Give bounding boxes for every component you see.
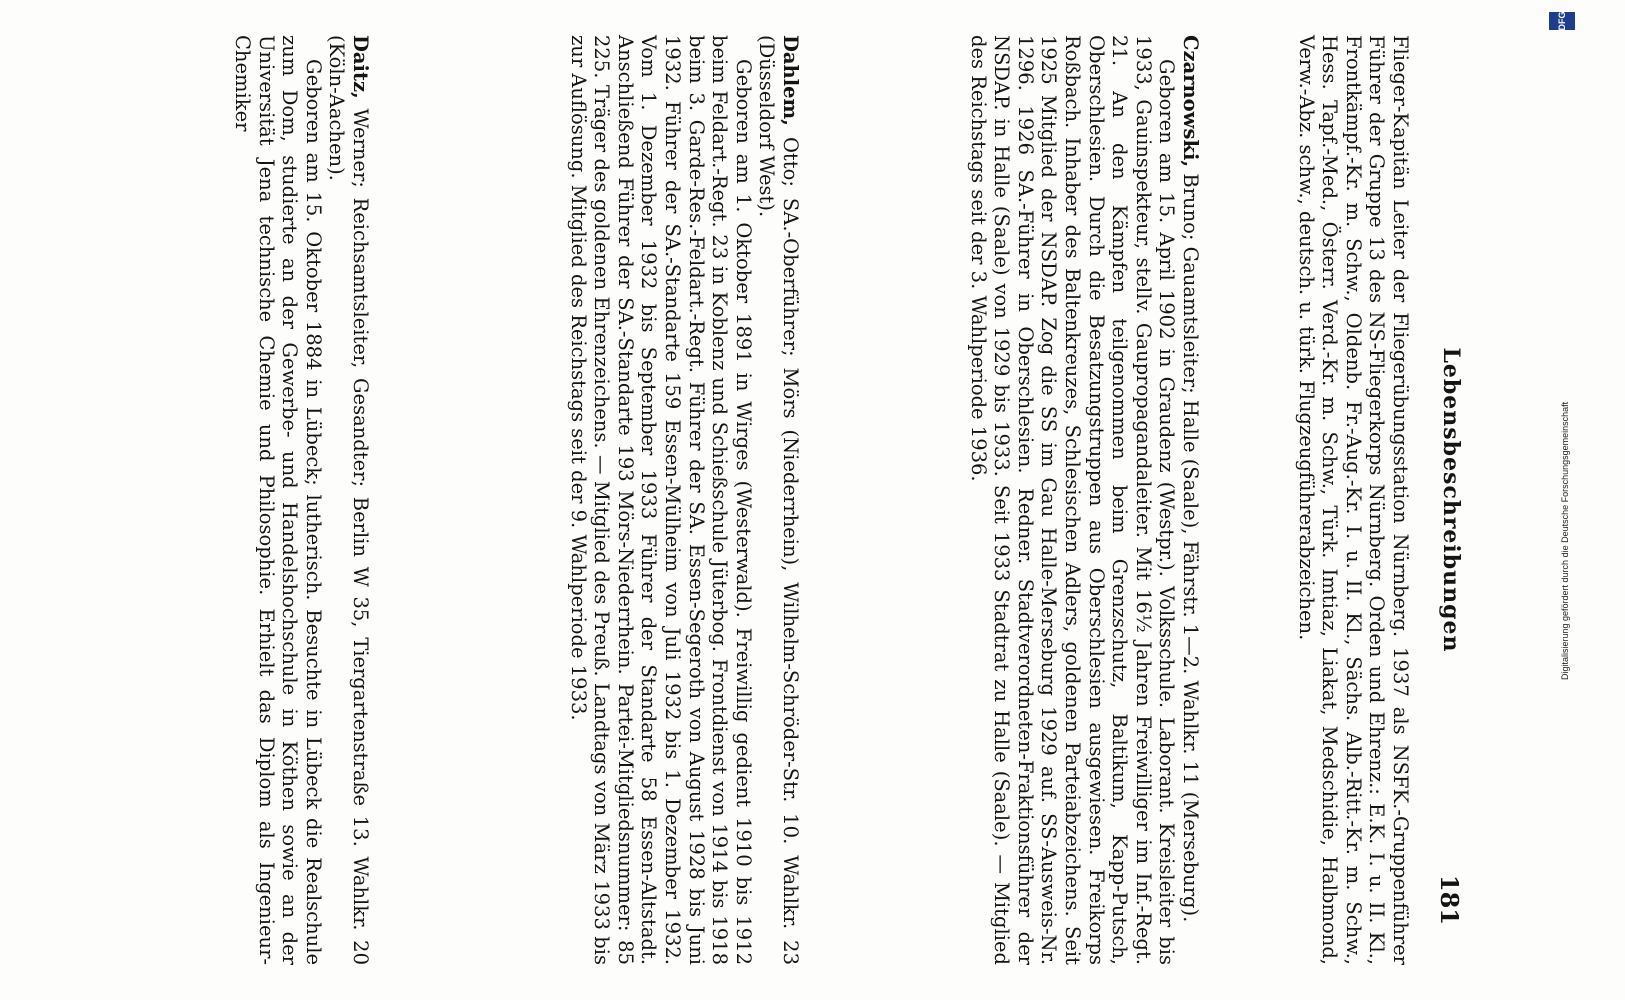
- entry-details: Bruno; Gauamtsleiter; Halle (Saale), Fährstr. 1—2. Wahlkr. 11 (Merseburg).: [1179, 167, 1202, 923]
- dfg-logo: DFG: [1549, 12, 1575, 30]
- page-number: 181: [1435, 874, 1464, 925]
- entry-details: Werner; Reichsamtsleiter, Gesandter; Berlin W 35, Tiergartenstraße 13. Wahlkr. 20 (Köln-Aachen).: [325, 35, 372, 965]
- entry-name: Czarnowski,: [1179, 35, 1202, 168]
- entry-heading: [325, 35, 372, 965]
- margin-credit: [1548, 0, 1588, 1000]
- entry-details: Otto; SA.-Oberführer; Mörs (Niederrhein), Wilhelm-Schröder-Str. 10. Wahlkr. 23 (Düsseldorf West).: [755, 35, 802, 965]
- page-content: [130, 35, 1470, 965]
- entry-paragraph: Geboren am 15. April 1902 in Graudenz (Westpr.). Volksschule. Laborant. Kreisleiter bis 1933, Gauinspekteur, stellv. Gaupropagandaleiter. Mit 16½ Jahren Freiwilliger im Inf.-Regt. 21. An den Kämpfen teilgenommen beim Grenzschutz, Baltikum, Kapp-Putsch, Oberschlesien. Durch die Besatzungstruppen aus Oberschlesien ausgewiesen. Freikorps Roßbach. Inhaber des Baltenkreuzes, Schlesischen Adlers, goldenen Parteiabzeichens. Seit 1925 Mitglied der NSDAP. Zog die SS im Gau Halle-Merseburg 1929 auf. SS-Ausweis-Nr. 1296. 1926 SA.-Führer in Oberschlesien. Redner. Stadtverordneten-Fraktionsführer der NSDAP. in Halle (Saale) von 1929 bis 1933. Seit 1933 Stadtrat zu Halle (Saale). — Mitglied des Reichstags seit der 3. Wahlperiode 1936.: [966, 35, 1179, 965]
- entry-name: Daitz,: [349, 35, 372, 99]
- entry-paragraph: Geboren am 15. Oktober 1884 in Lübeck; lutherisch. Besuchte in Lübeck die Realschule zum Dom, studierte an der Gewerbe- und Handelshochschule in Köthen sowie an der Universität Jena technische Chemie und Philosophie. Erhielt das Diplom als Ingenieur-Chemiker: [231, 35, 325, 965]
- running-title: Lebensbeschreibungen: [1438, 347, 1464, 653]
- page-header: [1430, 35, 1470, 965]
- biography-entry-czarnowski: [966, 35, 1202, 965]
- entry-heading: [1178, 35, 1202, 965]
- biography-entry-dahlem: [566, 35, 802, 965]
- entry-name: Dahlem,: [779, 35, 802, 126]
- biography-entry-daitz: [230, 35, 372, 965]
- entry-paragraph: Geboren am 1. Oktober 1891 in Wirges (Westerwald). Freiwillig gedient 1910 bis 1912 beim Feldart.-Regt. 23 in Koblenz und Schießschule Jüterbog. Frontdienst von 1914 bis 1918 beim 3. Garde-Res.-Feldart.-Regt. Führer der SA. Essen-Segeroth von August 1928 bis Juni 1932. Führer der SA.-Standarte 159 Essen-Mülheim von Juli 1932 bis 1. Dezember 1932. Vom 1. Dezember 1932 bis September 1933 Führer der Standarte 58 Essen-Altstadt. Anschließend Führer der SA.-Standarte 193 Mörs-Niederrhein. Partei-Mitgliedsnummer: 85 225. Träger des goldenen Ehrenzeichens. — Mitglied des Preuß. Landtags von März 1933 bis zur Auflösung. Mitglied des Reichstags seit der 9. Wahlperiode 1933.: [566, 35, 755, 965]
- biography-entry-continuation: [1294, 35, 1412, 965]
- digitization-credit-text: Digitalisierung gefördert durch die Deutsche Forschungsgemeinschaft: [1560, 401, 1570, 680]
- entry-heading: [755, 35, 802, 965]
- entry-paragraph: Flieger-Kapitän Leiter der Fliegerübungsstation Nürnberg. 1937 als NSFK.-Gruppenführer Führer der Gruppe 13 des NS-Fliegerkorps Nürnberg. Orden und Ehrenz.: E.K. I. u. II. Kl., Frontkämpf.-Kr. m. Schw., Oldenb. Fr.-Aug.-Kr. I. u. II. Kl., Sächs. Alb.-Ritt.-Kr. m. Schw., Hess. Tapf.-Med., Österr. Verd.-Kr. m. Schw., Türk. Imtiaz, Liakat, Medschidie, Halbmond, Verw.-Abz. schw., deutsch. u. türk. Flugzeugführerabzeichen.: [1294, 35, 1412, 965]
